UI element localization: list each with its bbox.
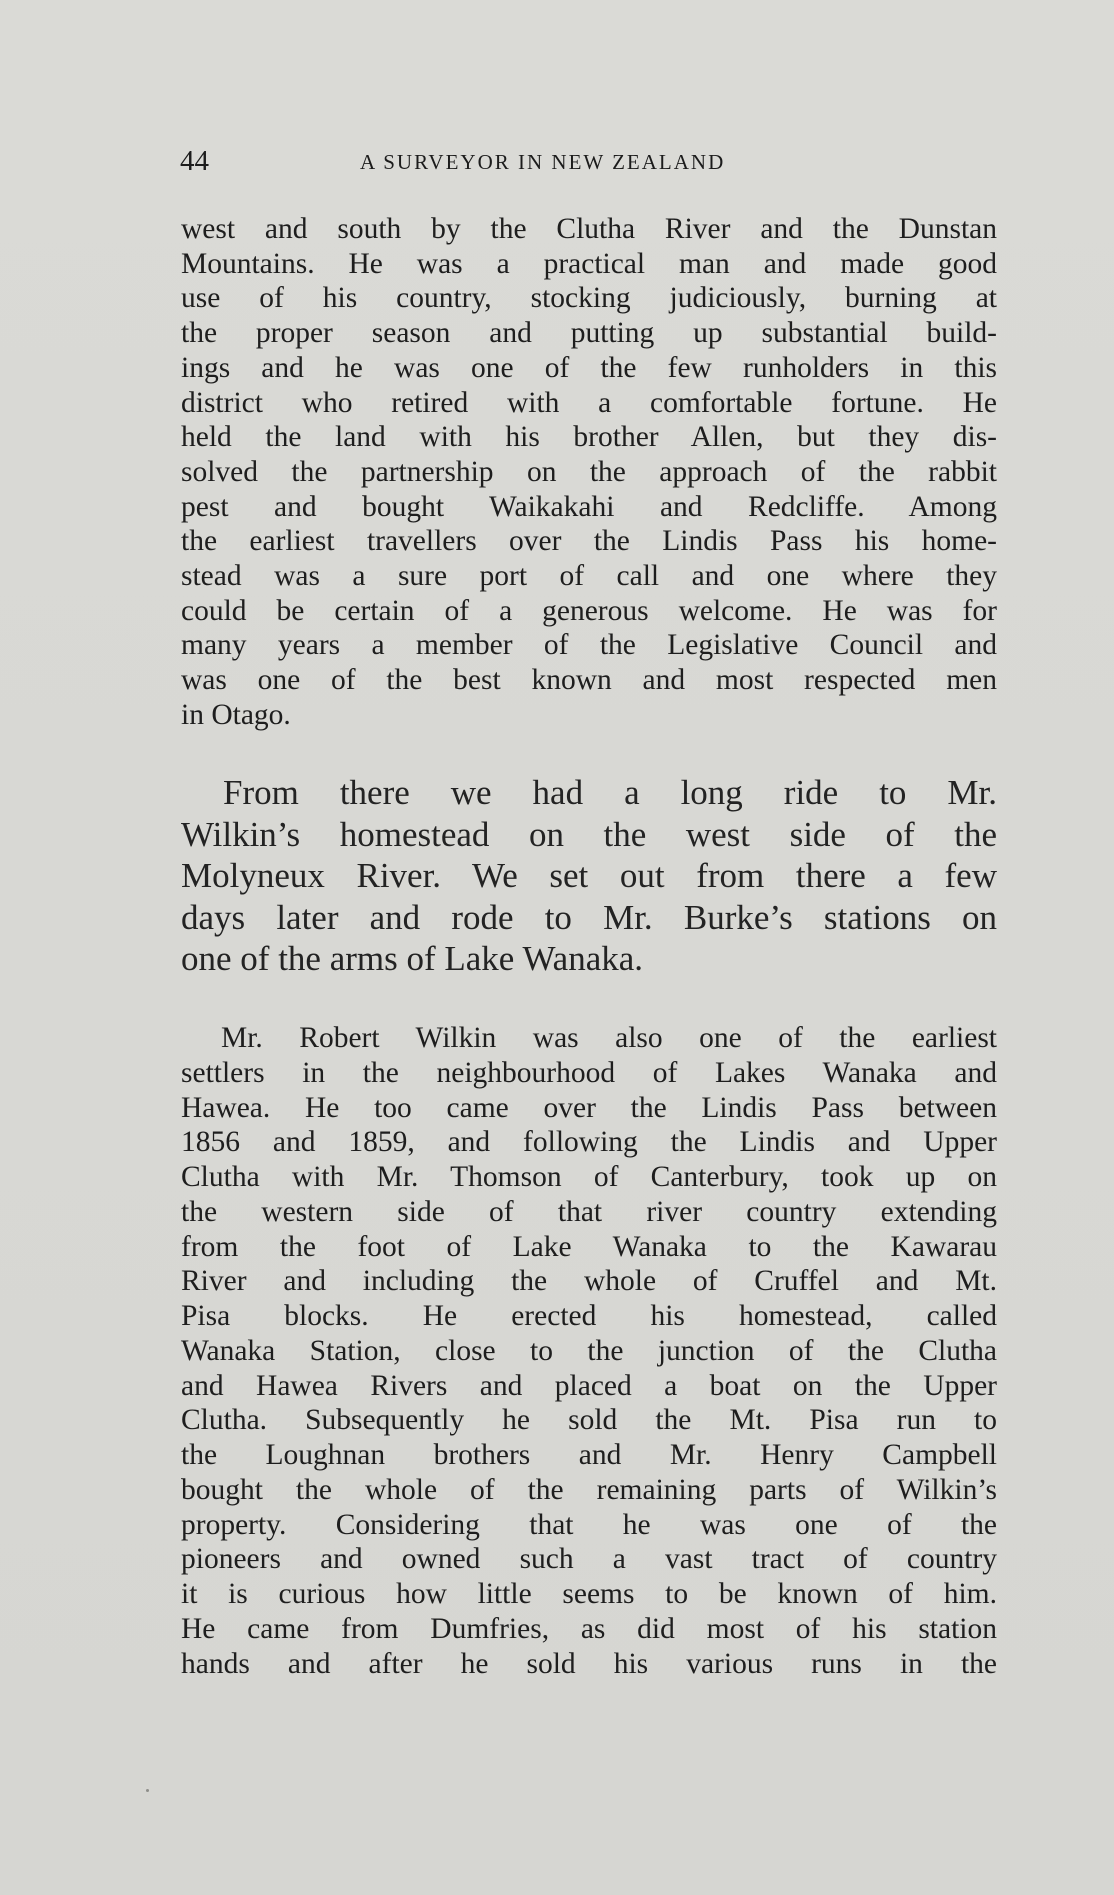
- text-line: could be certain of a generous welcome. He was for: [181, 594, 997, 627]
- text-line: was one of the best known and most respected men: [181, 664, 997, 697]
- text-line: use of his country, stocking judiciously, burning at: [181, 282, 997, 315]
- text-line: Clutha with Mr. Thomson of Canterbury, took up on: [181, 1161, 997, 1193]
- page-number: 44: [180, 145, 209, 177]
- text-line: Clutha. Subsequently he sold the Mt. Pisa run to: [181, 1404, 997, 1437]
- text-line: settlers in the neighbourhood of Lakes Wanaka and: [181, 1056, 997, 1089]
- text-line: Hawea. He too came over the Lindis Pass between: [181, 1091, 997, 1124]
- text-line: pest and bought Waikakahi and Redcliffe. Among: [181, 490, 997, 523]
- text-line: from the foot of Lake Wanaka to the Kawarau: [181, 1230, 997, 1263]
- text-line: Mountains. He was a practical man and made good: [181, 247, 997, 280]
- text-line: and Hawea Rivers and placed a boat on the Upper: [181, 1369, 997, 1402]
- text-line: 1856 and 1859, and following the Lindis and Upper: [181, 1126, 997, 1159]
- text-line: the earliest travellers over the Lindis Pass his home-: [181, 525, 997, 558]
- text-line: pioneers and owned such a vast tract of country: [181, 1543, 997, 1576]
- text-line: Wilkin’s homestead on the west side of the: [181, 814, 997, 854]
- text-line: Pisa blocks. He erected his homestead, called: [181, 1300, 997, 1332]
- text-line: it is curious how little seems to be known of him.: [181, 1578, 997, 1610]
- text-line: days later and rode to Mr. Burke’s stations on: [181, 897, 997, 937]
- text-line: stead was a sure port of call and one where they: [181, 560, 997, 593]
- text-line: hands and after he sold his various runs in the: [181, 1647, 997, 1680]
- text-line: From there we had a long ride to Mr.: [223, 773, 997, 812]
- text-line: He came from Dumfries, as did most of his station: [181, 1612, 997, 1645]
- text-line: Mr. Robert Wilkin was also one of the earliest: [221, 1022, 997, 1054]
- text-line: district who retired with a comfortable fortune. He: [181, 386, 997, 419]
- text-line: bought the whole of the remaining parts of Wilkin’s: [181, 1473, 997, 1506]
- text-line: held the land with his brother Allen, but they dis-: [181, 421, 997, 454]
- paragraph-continued: [181, 212, 997, 733]
- biographical-paragraph: [181, 1021, 997, 1681]
- text-line: west and south by the Clutha River and the Dunstan: [181, 213, 997, 245]
- page-header: [180, 145, 1000, 185]
- text-line: property. Considering that he was one of the: [181, 1508, 997, 1541]
- text-line: ings and he was one of the few runholders in this: [181, 351, 997, 384]
- text-line: the Loughnan brothers and Mr. Henry Campbell: [181, 1439, 997, 1471]
- text-line: River and including the whole of Cruffel and Mt.: [181, 1265, 997, 1298]
- text-line: the proper season and putting up substantial build-: [181, 317, 997, 350]
- text-line: Wanaka Station, close to the junction of the Clutha: [181, 1334, 997, 1367]
- text-line: one of the arms of Lake Wanaka.: [181, 939, 644, 978]
- paper-speck: [146, 1789, 149, 1792]
- running-title: A SURVEYOR IN NEW ZEALAND: [360, 150, 726, 174]
- text-line: Molyneux River. We set out from there a few: [181, 856, 997, 895]
- narrative-paragraph: [181, 772, 997, 980]
- text-line: many years a member of the Legislative Council and: [181, 629, 997, 662]
- text-line: the western side of that river country extending: [181, 1195, 997, 1228]
- text-line: solved the partnership on the approach of the rabbit: [181, 455, 997, 488]
- text-line: in Otago.: [181, 698, 291, 731]
